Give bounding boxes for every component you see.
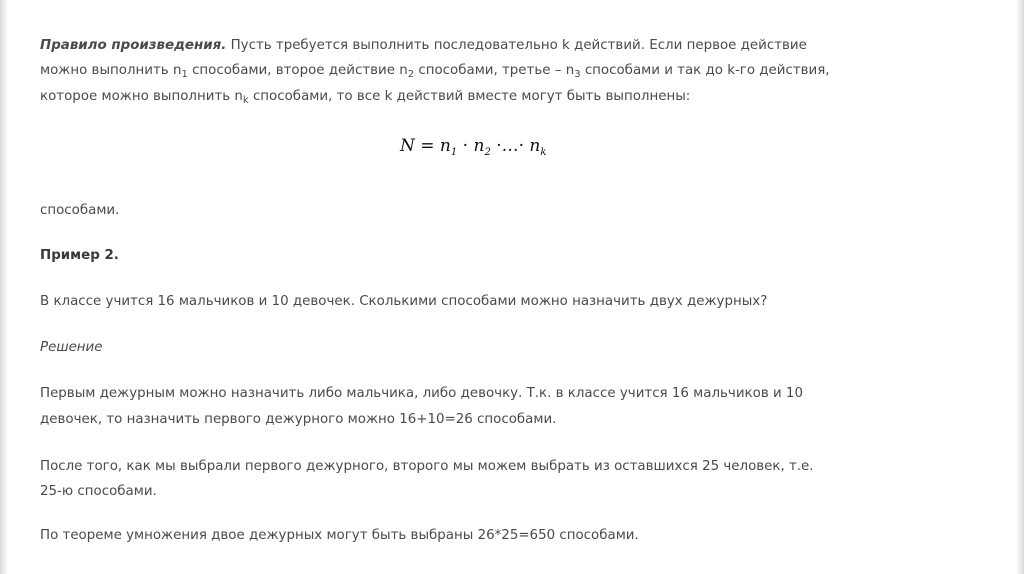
solution-p2-line2: 25-ю способами. — [40, 484, 157, 499]
subscript-k: k — [242, 95, 249, 106]
formula-sub-k: k — [540, 147, 547, 158]
solution-label: Решение — [40, 340, 103, 355]
formula-mid-1: · n — [457, 136, 485, 156]
rule-line-1 — [40, 36, 807, 56]
rule-line-2-d: способами и так до k-го действия, — [580, 63, 830, 78]
rule-line-1-text: Пусть требуется выполнить последовательно k действий. Если первое действие — [226, 38, 807, 53]
example-title: Пример 2. — [40, 248, 119, 263]
rule-line-2-a: можно выполнить n — [40, 63, 182, 78]
rule-line-3-a: которое можно выполнить n — [40, 89, 243, 104]
rule-title: Правило произведения. — [40, 38, 227, 53]
subscript-1: 1 — [181, 69, 188, 80]
subscript-2: 2 — [407, 69, 415, 80]
product-formula — [400, 136, 546, 156]
example-problem: В классе учится 16 мальчиков и 10 девочек. Сколькими способами можно назначить двух дежурных? — [40, 294, 768, 309]
formula-sub-1: 1 — [450, 147, 458, 158]
right-page-edge — [1016, 0, 1024, 574]
rule-line-3-b: способами, то все k действий вместе могут быть выполнены: — [248, 89, 691, 104]
rule-line-3 — [40, 87, 690, 107]
rule-line-2-b: способами, второе действие n — [187, 63, 408, 78]
formula-mid-2: ·…· n — [490, 136, 541, 156]
rule-line-2 — [40, 61, 830, 81]
rule-line-2-c: способами, третье – n — [414, 63, 575, 78]
after-formula-text: способами. — [40, 203, 120, 218]
formula-sub-2: 2 — [484, 147, 491, 158]
solution-p1-line2: девочек, то назначить первого дежурного можно 16+10=26 способами. — [40, 412, 557, 427]
solution-p1-line1: Первым дежурным можно назначить либо мальчика, либо девочку. Т.к. в классе учится 16 мальчиков и 10 — [40, 386, 803, 401]
formula-lhs: N = n — [400, 136, 451, 156]
solution-p3: По теореме умножения двое дежурных могут быть выбраны 26*25=650 способами. — [40, 528, 639, 543]
solution-p2-line1: После того, как мы выбрали первого дежурного, второго мы можем выбрать из оставшихся 25 человек, т.е. — [40, 459, 814, 474]
subscript-3: 3 — [574, 69, 581, 80]
left-page-edge — [0, 0, 8, 574]
